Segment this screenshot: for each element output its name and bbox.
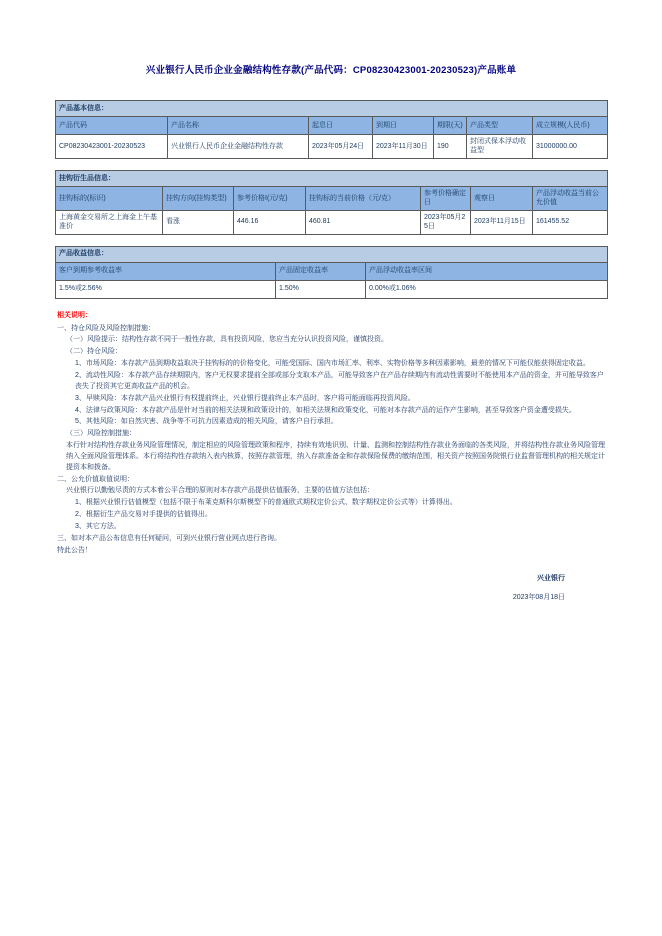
data-cell: 2023年11月15日 bbox=[471, 210, 533, 234]
table-section-row bbox=[56, 101, 608, 117]
table-data-row bbox=[56, 210, 608, 234]
header-cell: 产品名称 bbox=[168, 117, 309, 135]
basic-info-table bbox=[55, 100, 608, 159]
header-cell: 产品类型 bbox=[467, 117, 533, 135]
signature-block bbox=[55, 573, 607, 602]
bank-name: 兴业银行 bbox=[537, 574, 565, 582]
header-cell: 挂钩标的当前价格（元/克） bbox=[306, 186, 421, 210]
data-cell: 31000000.00 bbox=[533, 135, 608, 159]
table-section-row bbox=[56, 246, 608, 262]
section-label: 产品收益信息： bbox=[56, 246, 608, 262]
table-section-row bbox=[56, 170, 608, 186]
header-cell: 挂钩标的(标识) bbox=[56, 186, 163, 210]
data-cell: 上海黄金交易所之上海金上午基准价 bbox=[56, 210, 163, 234]
note-line: 兴业银行以勤勉尽责的方式本着公平合理的原则对本存款产品提供估值服务，主要的估值方法包括： bbox=[66, 487, 374, 495]
note-line: 3、其它方法。 bbox=[75, 522, 121, 530]
derivative-info-table bbox=[55, 170, 608, 235]
notes-title: 相关说明： bbox=[57, 311, 92, 319]
note-line: 3、早赎风险：本存款产品兴业银行有权提前终止，兴业银行提前终止本产品时，客户将可能面临再投资风险。 bbox=[75, 394, 415, 402]
header-cell: 到期日 bbox=[373, 117, 434, 135]
header-cell: 参考价格确定日 bbox=[421, 186, 471, 210]
note-line: 本行针对结构性存款业务风险管理情况，制定相应的风险管理政策和程序，持续有效地识别、计量、监测和控制结构性存款业务面临的各类风险，并将结构性存款业务风险管理纳入全面风险管理体系。本行将结构性存款纳入表内核算，按照存款管理，纳入存款准备金和存款保险保费的缴纳范围，相关资产按照国务院银行业监督管理机构的相关规定计提资本和拨备。 bbox=[66, 442, 605, 471]
header-cell: 观察日 bbox=[471, 186, 533, 210]
section-label: 产品基本信息： bbox=[56, 101, 608, 117]
notes-section bbox=[55, 310, 607, 557]
data-cell: 0.00%或1.06% bbox=[366, 280, 608, 298]
page-title: 兴业银行人民币企业金融结构性存款(产品代码：CP08230423001-20230523)产品账单 bbox=[145, 65, 517, 76]
note-line: （二）持仓风险： bbox=[66, 348, 122, 356]
header-cell: 客户到期参考收益率 bbox=[56, 262, 276, 280]
income-info-table bbox=[55, 246, 608, 299]
data-cell: 2023年05月25日 bbox=[421, 210, 471, 234]
data-cell: 190 bbox=[434, 135, 467, 159]
data-cell: 2023年05月24日 bbox=[309, 135, 373, 159]
data-cell: 看涨 bbox=[163, 210, 234, 234]
header-cell: 产品浮动收益率区间 bbox=[366, 262, 608, 280]
header-cell: 产品代码 bbox=[56, 117, 168, 135]
table-header-row bbox=[56, 262, 608, 280]
data-cell: 1.50% bbox=[276, 280, 366, 298]
header-cell: 期限(天) bbox=[434, 117, 467, 135]
note-line: 1、市场风险：本存款产品到期收益取决于挂钩标的的价格变化，可能受国际、国内市场汇率、利率、实物价格等多种因素影响，最差的情况下可能仅能获得固定收益。 bbox=[75, 360, 590, 368]
section-label: 挂钩衍生品信息： bbox=[56, 170, 608, 186]
data-cell: 兴业银行人民币企业金融结构性存款 bbox=[168, 135, 309, 159]
note-line: 三、如对本产品公布信息有任何疑问，可到兴业银行营业网点进行咨询。 bbox=[57, 534, 281, 542]
header-cell: 成立规模(人民币) bbox=[533, 117, 608, 135]
note-line: 一、持仓风险及风险控制措施： bbox=[57, 324, 155, 332]
note-line: 5、其他风险：如自然灾害、战争等不可抗力因素造成的相关风险，请客户自行承担。 bbox=[75, 418, 338, 426]
header-cell: 参考价格I(元/克) bbox=[234, 186, 306, 210]
data-cell: 封闭式保本浮动收益型 bbox=[467, 135, 533, 159]
table-header-row bbox=[56, 186, 608, 210]
note-line: 2、流动性风险：本存款产品存续期限内，客户无权要求提前全部或部分支取本产品，可能导致客户在产品存续期内有流动性需要时不能使用本产品的资金，并可能导致客户丧失了投资其它更高收益产品的机会。 bbox=[75, 372, 604, 390]
signature-date: 2023年08月18日 bbox=[512, 593, 565, 601]
table-header-row bbox=[56, 117, 608, 135]
header-cell: 产品固定收益率 bbox=[276, 262, 366, 280]
note-line: 2、根据衍生产品交易对手提供的估值得出。 bbox=[75, 511, 212, 519]
data-cell: 1.5%或2.56% bbox=[56, 280, 276, 298]
note-line: 特此公告！ bbox=[57, 546, 92, 554]
header-cell: 产品浮动收益当前公允价值 bbox=[533, 186, 608, 210]
note-line: （一）风险提示：结构性存款不同于一般性存款，具有投资风险，您应当充分认识投资风险，谨慎投资。 bbox=[66, 336, 388, 344]
note-line: 二、公允价值取值说明： bbox=[57, 475, 134, 483]
header-cell: 挂钩方向(挂钩类型) bbox=[163, 186, 234, 210]
note-line: 4、法律与政策风险：本存款产品是针对当前的相关法规和政策设计的，如相关法规和政策变化，可能对本存款产品的运作产生影响，甚至导致客户资金遭受损失。 bbox=[75, 406, 576, 414]
data-cell: 2023年11月30日 bbox=[373, 135, 434, 159]
data-cell: CP08230423001-20230523 bbox=[56, 135, 168, 159]
note-line: （三）风险控制措施： bbox=[66, 430, 136, 438]
table-data-row bbox=[56, 135, 608, 159]
header-cell: 起息日 bbox=[309, 117, 373, 135]
data-cell: 161455.52 bbox=[533, 210, 608, 234]
data-cell: 446.16 bbox=[234, 210, 306, 234]
data-cell: 460.81 bbox=[306, 210, 421, 234]
note-line: 1、根据兴业银行估值模型（包括不限于布莱克斯科尔斯模型下的普通欧式期权定价公式、数字期权定价公式等）计算得出。 bbox=[75, 499, 457, 507]
table-data-row bbox=[56, 280, 608, 298]
